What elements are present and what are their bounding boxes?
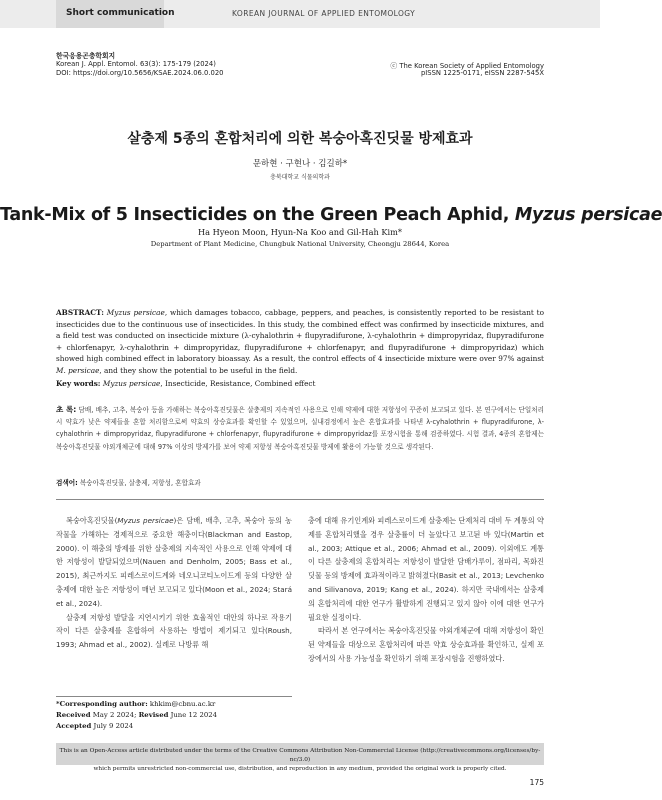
page-number: 175 — [529, 778, 544, 787]
korean-abstract-label: 초 록: — [56, 405, 77, 414]
abstract-label: ABSTRACT: — [56, 308, 104, 317]
accepted-label: Accepted — [56, 722, 92, 730]
authors-korean: 문하현 · 구현나 · 김길하* — [252, 159, 348, 169]
journal-korean-name: 한국응용곤충학회지 — [56, 52, 116, 60]
abstract — [56, 307, 544, 377]
abstract-species-2: M. persicae — [56, 365, 100, 375]
abstract-text-end: , and they show the potential to be useful in the field. — [99, 365, 298, 375]
title-english — [0, 205, 662, 225]
body-paragraph-1 — [56, 514, 292, 611]
affiliation-english: Department of Plant Medicine, Chungbuk National University, Cheongju 28644, Korea — [150, 240, 450, 248]
section-label: Short communication — [66, 8, 175, 18]
footnote-divider — [56, 696, 292, 697]
affiliation-korean: 충북대학교 식물의학과 — [270, 174, 330, 181]
license-line-2: which permits unrestricted non-commercial use, distribution, and reproduction in any medium, provided the original work is properly cited. — [93, 766, 507, 772]
title-english-main: Tank-Mix of 5 Insecticides on the Green Peach Aphid, — [0, 205, 515, 225]
corresponding-author — [56, 699, 296, 710]
title-english-species: Myzus persicae — [514, 205, 662, 225]
copyright-notice: ⓒ The Korean Society of Applied Entomology — [390, 62, 544, 70]
body-text: 복숭아혹진딧물( — [66, 516, 118, 525]
received-label: Received — [56, 711, 91, 719]
keywords-text: , Insecticide, Resistance, Combined effect — [160, 379, 316, 388]
body-column-right — [308, 514, 544, 666]
license-box — [56, 743, 544, 772]
license-line-1: This is an Open-Access article distributed under the terms of the Creative Commons Attribution Non-Commercial License (http://creativecommons.org/licenses/by-nc/3.0) — [59, 748, 541, 763]
citation: Korean J. Appl. Entomol. 63(3): 175-179 (2024) — [56, 60, 216, 68]
body-paragraph-3: 충에 대해 유기인계와 피레스로이드계 살충제는 단제처리 대비 두 계통의 약제를 혼합처리했을 경우 살충률이 더 높았다고 보고된 바 있다(Martin et al., 2003; Attique et al., 2006; Ahmad et al., 2009). 이외에도 계통이 다른 살충제의 혼합처리는 저항성이 발달한 담배가루이, 점파리, 목화진딧물 등의 방제에 효과적이라고 밝혀졌다(Basit et al., 2013; Levchenko and Silivanova, 2019; Kang et al., 2024). 하지만 국내에서는 살충제의 혼합처리에 대한 연구가 활발하게 진행되고 있지 않아 이에 대한 연구가 필요한 실정이다. — [308, 516, 544, 622]
korean-keywords — [56, 477, 544, 489]
body-text: )은 담배, 배추, 고추, 복숭아 등의 농작물을 가해하는 경제적으로 중요한 해충이다(Blackman and Eastop, 2000). 이 해충의 방제를 위한 살충제의 지속적인 사용으로 인해 약제에 대한 저항성이 발달되었으며(Nauen and Denholm, 2005; Bass et al., 2015), 최근까지도 피레스로이드계와 네오니코티노이드계 등의 다양한 살충제에 대한 높은 저항성이 매년 보고되고 있다(Moon et al., 2024; Stará et al., 2024). — [56, 516, 292, 608]
abstract-text: , which damages tobacco, cabbage, peppers, and peaches, is consistently reported to be resistant to insecticides due to the continuous use of insecticides. In this study, the combined effect was confirmed by insecticide mixtures, and a field test was conducted on insecticide mixture (λ-cyhalothrin + flupyradifurone, λ-cyhalothrin + dimpropyridaz, flupyradifurone + chlorfenapyr, λ-cyhalothrin + dimpropyridaz, flupyradifurone + chlorfenapyr, and flupyradifurone + dimpropyridaz) which showed high combined effect in laboratory bioassay. As a result, the control effects of 4 insecticide mixture were over 97% against — [56, 308, 544, 364]
korean-abstract-text: 담배, 배추, 고추, 복숭아 등을 가해하는 복숭아혹진딧물은 살충제의 지속적인 사용으로 인해 약제에 대한 저항성이 꾸준히 보고되고 있다. 본 연구에서는 단일처리시 약효가 낮은 약제들을 혼합 처리함으로써 약효의 상승효과를 확인할 수 있었으며, 실내검정에서 높은 혼합효과를 나타낸 λ-cyhalothrin + flupyradifurone, λ-cyhalothrin + dimpropyridaz, flupyradifurone + chlorfenapyr, flupyradifurone + dimpropyridaz를 포장시험을 통해 검증하였다. 시험 결과, 4종의 혼합제는 복숭아혹진딧물 야외개체군에 대해 97% 이상의 방제가를 보여 약제 저항성 복숭아혹진딧물 방제에 활용이 가능할 것으로 생각된다. — [56, 406, 544, 451]
keywords — [56, 378, 544, 390]
keywords-species: Myzus persicae — [102, 379, 161, 388]
journal-name: KOREAN JOURNAL OF APPLIED ENTOMOLOGY — [232, 9, 416, 18]
corresponding-email[interactable]: khkim@cbnu.ac.kr — [147, 700, 216, 708]
korean-keywords-text: 복숭아혹진딧물, 살충제, 저항성, 혼합효과 — [77, 479, 201, 487]
body-paragraph-2: 살충제 저항성 발달을 지연시키기 위한 효율적인 대안의 하나로 작용기작이 다른 살충제를 혼합하여 사용하는 방법이 제기되고 있다(Roush, 1993; Ahmad et al., 2002). 실례로 나방류 해 — [56, 612, 292, 650]
abstract-species: Myzus persicae — [106, 308, 165, 317]
revised-label: Revised — [138, 711, 169, 719]
journal-header-bar — [0, 0, 600, 28]
accepted — [56, 721, 296, 732]
korean-abstract — [56, 404, 544, 453]
body-column-left — [56, 514, 292, 652]
korean-keywords-label: 검색어: — [56, 479, 78, 487]
body-paragraph-4: 따라서 본 연구에서는 복숭아혹진딧물 야외개체군에 대해 저항성이 확인된 약제들을 대상으로 혼합처리에 따른 약효 상승효과를 확인하고, 실제 포장에서의 사용 가능성을 확인하기 위해 포장시험을 진행하였다. — [308, 626, 544, 663]
authors-english: Ha Hyeon Moon, Hyun-Na Koo and Gil-Hah Kim* — [198, 227, 402, 237]
revised-date: June 12 2024 — [168, 711, 217, 719]
received-date: May 2 2024; — [90, 711, 139, 719]
keywords-label: Key words: — [56, 379, 101, 388]
accepted-date: July 9 2024 — [91, 722, 134, 730]
section-divider — [56, 499, 544, 500]
corresponding-label: *Corresponding author: — [56, 700, 148, 708]
received-revised — [56, 710, 296, 721]
doi-link[interactable]: DOI: https://doi.org/10.5656/KSAE.2024.06.0.020 — [56, 69, 224, 77]
issn: pISSN 1225-0171, eISSN 2287-545X — [420, 69, 544, 77]
title-korean: 살충제 5종의 혼합처리에 의한 복숭아혹진딧물 방제효과 — [127, 131, 473, 147]
body-species: Myzus persicae — [117, 516, 174, 525]
